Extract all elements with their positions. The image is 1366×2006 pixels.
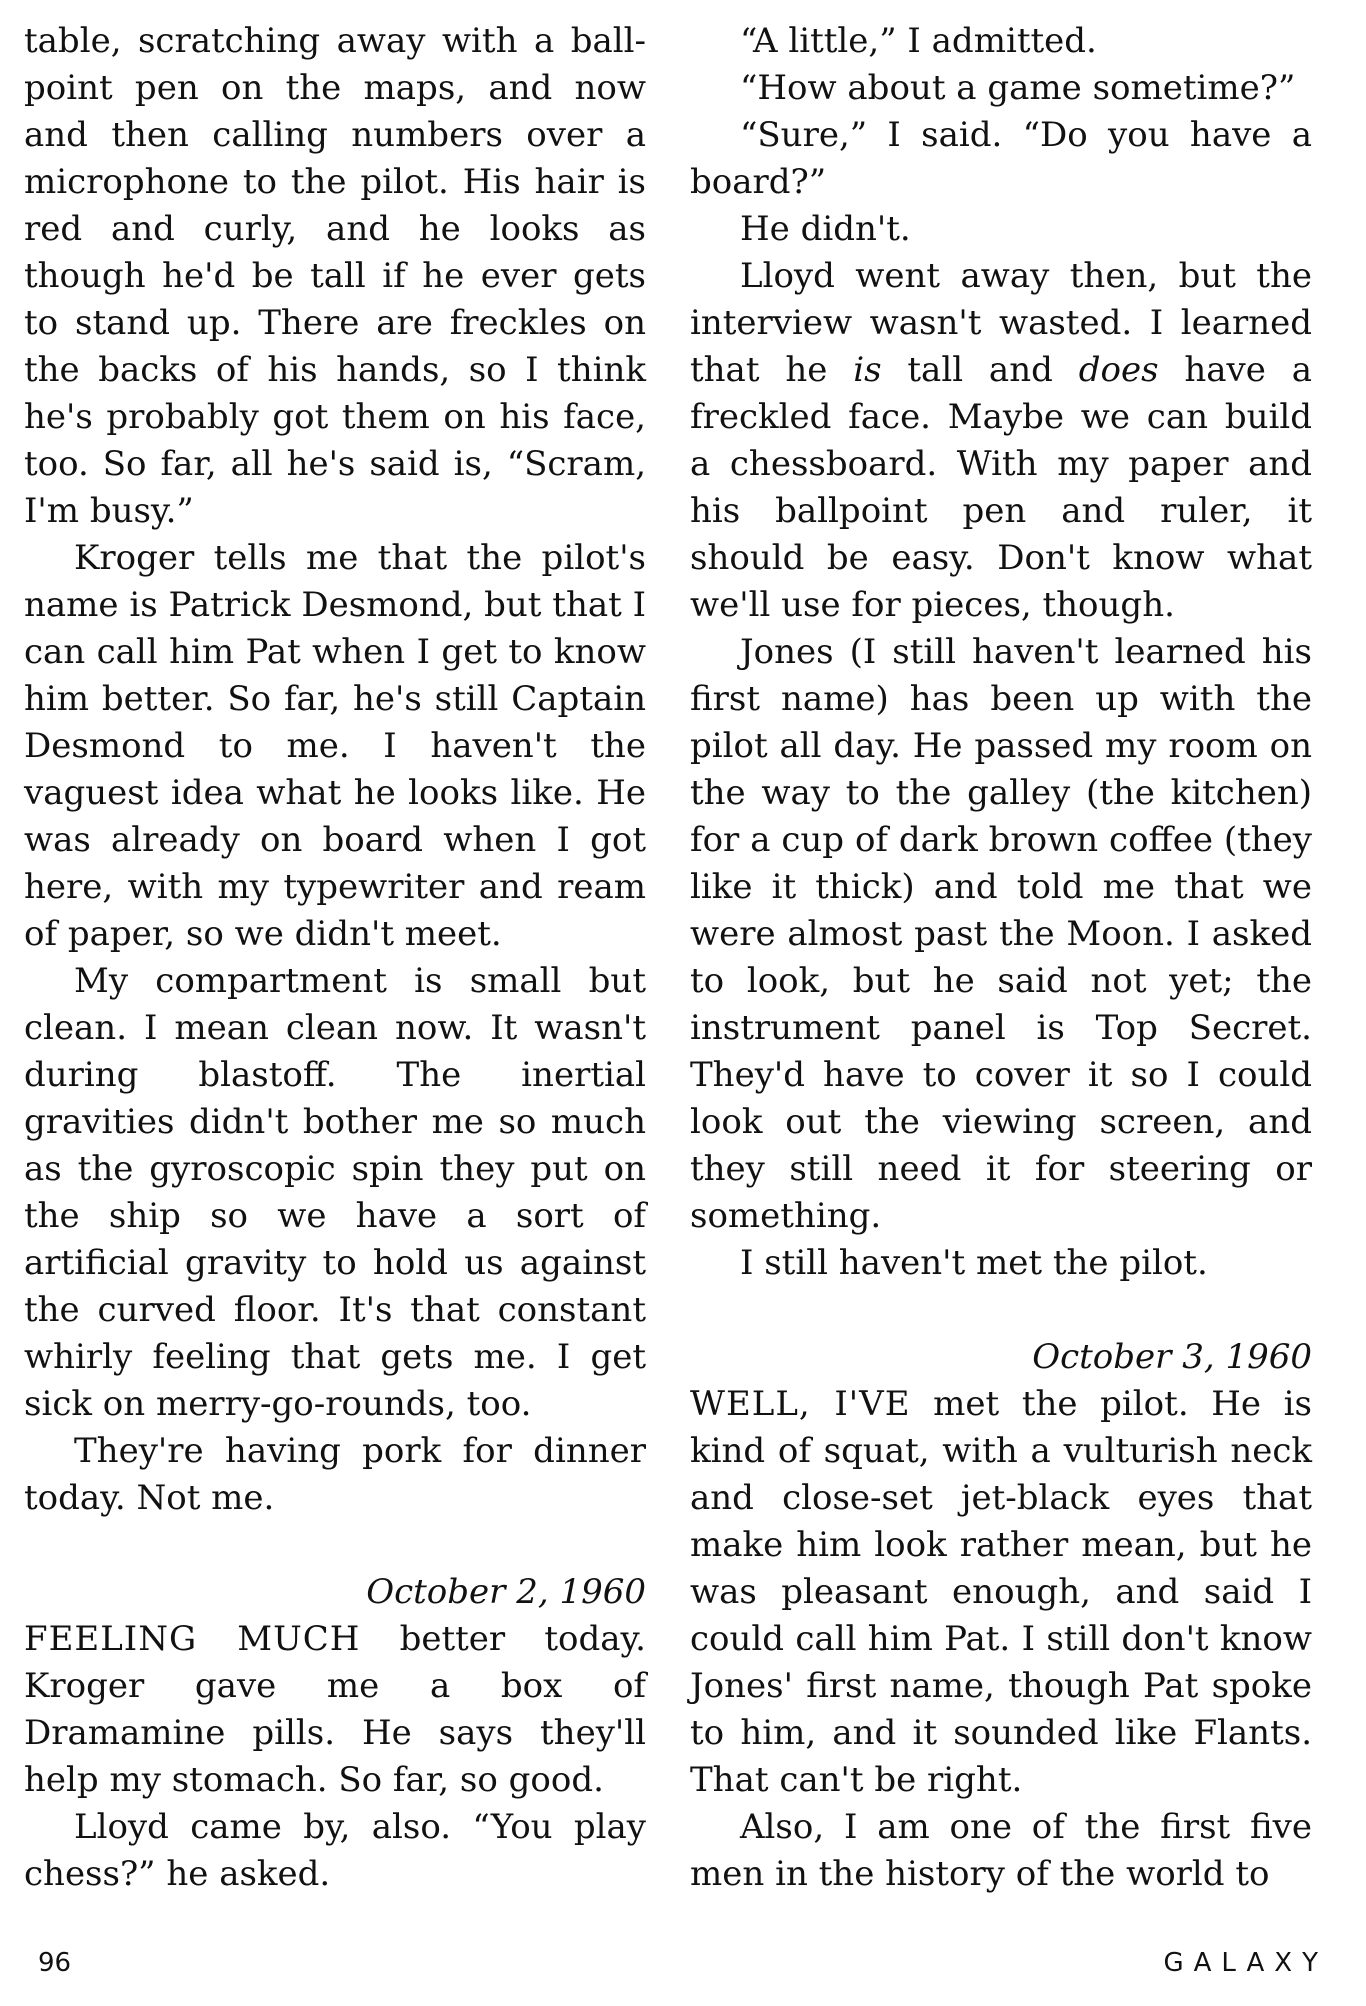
paragraph: Kroger tells me that the pilot's name is Patrick Desmond, but that I can call him Pat when I get to know him better. So far, he's still Captain Desmond to me. I haven't the vaguest idea what he looks like. He was already on board when I got here, with my typewriter and ream of paper, so we didn't meet. [24,538,647,954]
paragraph [690,1381,1312,1804]
paragraph: Lloyd came by, also. “You play chess?” he asked. [24,1807,646,1894]
paragraph: Jones (I still haven't learned his first name) has been up with the pilot all day. He passed my room on the way to the galley (the kitchen) for a cup of dark brown coffee (they like it thick) and told me that we were almost past the Moon. I asked to look, but he said not yet; the instrument panel is Top Secret. They'd have to cover it so I could look out the viewing screen, and they still need it for steering or something. [690,632,1312,1236]
paragraph-text: better today. Kroger gave me a box of Dramamine pills. He says they'll help my stomach. So far, so good. [24,1619,646,1800]
entry-date: October 2, 1960 [366,1572,646,1612]
entry-date: October 3, 1960 [1032,1337,1312,1377]
emphasis: is [853,350,882,390]
right-column [690,18,1312,1898]
paragraph-text: Lloyd went away then, but the interview wasn't wasted. I learned that he [690,256,1312,390]
emphasis: does [1078,350,1159,390]
paragraph [690,253,1312,629]
paragraph: table, scratching away with a ball-point pen on the maps, and now and then calling numbers over a microphone to the pilot. His hair is red and curly, and he looks as though he'd be tall if he ever gets to stand up. There are freckles on the backs of his hands, so I think he's probably got them on his face, too. So far, all he's said is, “Scram, I'm busy.” [24,21,646,531]
paragraph-text: have a freckled face. Maybe we can build a chessboard. With my paper and his ballpoint pen and ruler, it should be easy. Don't know what we'll use for pieces, though. [690,350,1312,625]
paragraph: “Sure,” I said. “Do you have a board?” [690,115,1312,202]
paragraph: “How about a game sometime?” [740,68,1296,108]
left-column [24,18,646,1898]
paragraph: Also, I am one of the first five men in the history of the world to [690,1807,1312,1894]
lead-in-caps: WELL, I'VE [690,1384,911,1424]
paragraph: They're having pork for dinner today. Not me. [24,1431,646,1518]
lead-in-caps: FEELING MUCH [24,1619,361,1659]
paragraph: He didn't. [740,209,911,249]
paragraph-text: tall and [881,350,1079,390]
page-number: 96 [38,1948,72,1978]
paragraph: “A little,” I admitted. [740,21,1097,61]
magazine-name: GALAXY [1163,1948,1328,1978]
paragraph: My compartment is small but clean. I mean clean now. It wasn't during blastoff. The inertial gravities didn't bother me so much as the gyroscopic spin they put on the ship so we have a sort of artificial gravity to hold us against the curved floor. It's that constant whirly feeling that gets me. I get sick on merry-go-rounds, too. [24,961,646,1424]
paragraph: I still haven't met the pilot. [740,1243,1208,1283]
paragraph [24,1616,646,1804]
paragraph-text: met the pilot. He is kind of squat, with a vulturish neck and close-set jet-black eyes that make him look rather mean, but he was pleasant enough, and said I could call him Pat. I still don't know Jones' first name, though Pat spoke to him, and it sounded like Flants. That can't be right. [690,1384,1313,1800]
